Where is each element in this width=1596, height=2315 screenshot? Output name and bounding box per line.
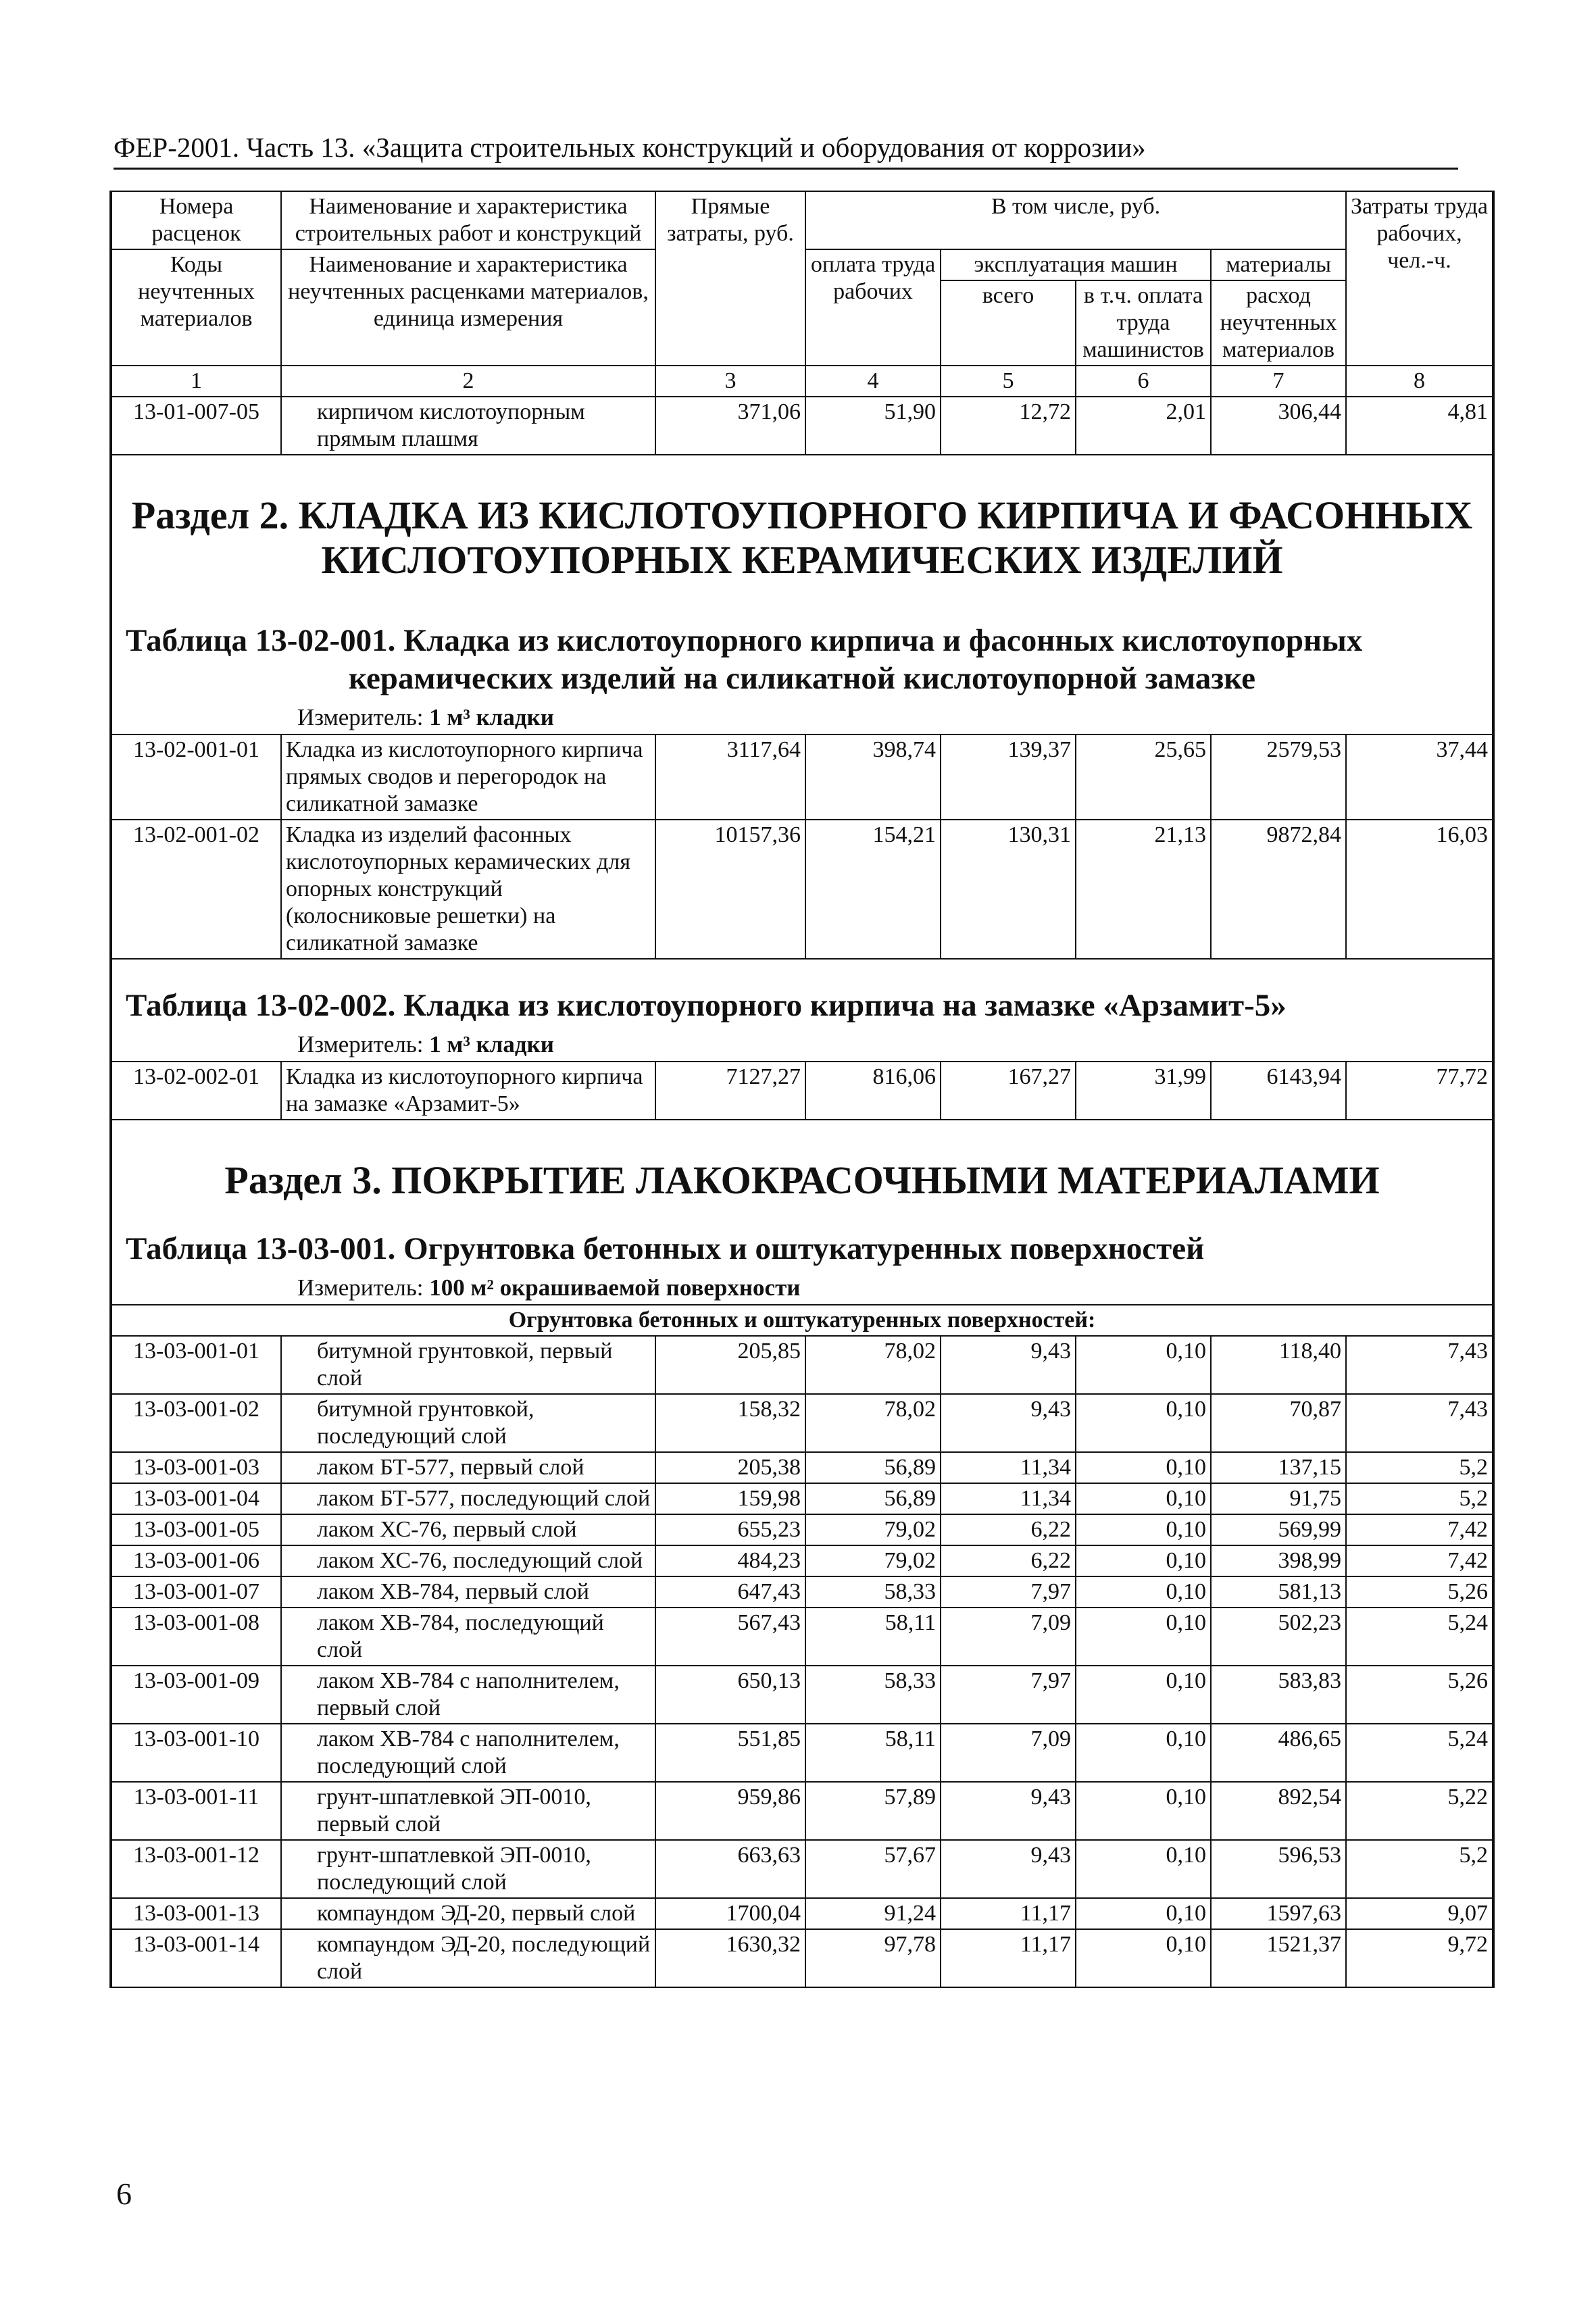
cell-mach-total: 6,22 [941, 1545, 1076, 1576]
row-name: лаком ХВ-784 с наполнителем, последующий слой [281, 1724, 655, 1782]
cell-direct: 10157,36 [655, 820, 805, 959]
cell-wages: 56,89 [805, 1452, 941, 1483]
column-number: 8 [1346, 366, 1492, 397]
cell-mach-wages: 0,10 [1076, 1483, 1211, 1514]
table-13-02-002 [112, 1061, 1492, 1120]
cell-mach-total: 167,27 [941, 1062, 1076, 1120]
table-row [112, 1336, 1492, 1394]
table-row [112, 1514, 1492, 1545]
table-row [112, 1394, 1492, 1452]
row-code: 13-03-001-13 [112, 1898, 281, 1929]
cell-mach-total: 130,31 [941, 820, 1076, 959]
row-code: 13-03-001-01 [112, 1336, 281, 1394]
header-materials: материалы [1211, 249, 1346, 280]
cell-labor: 4,81 [1346, 397, 1492, 455]
row-name: грунт-шпатлевкой ЭП-0010, последующий слой [281, 1840, 655, 1898]
cell-direct: 663,63 [655, 1840, 805, 1898]
cell-mach-wages: 0,10 [1076, 1724, 1211, 1782]
row-name: грунт-шпатлевкой ЭП-0010, первый слой [281, 1782, 655, 1840]
header-mach-wages: в т.ч. оплата труда машинистов [1076, 280, 1211, 366]
cell-direct: 371,06 [655, 397, 805, 455]
header-direct: Прямые затраты, руб. [655, 191, 805, 366]
header-mat-unacc: расход неучтенных материалов [1211, 280, 1346, 366]
cell-mach-wages: 0,10 [1076, 1514, 1211, 1545]
cell-labor: 37,44 [1346, 735, 1492, 820]
cell-materials: 9872,84 [1211, 820, 1346, 959]
cell-labor: 77,72 [1346, 1062, 1492, 1120]
measure-label: Измеритель: [297, 1274, 424, 1301]
cell-direct: 484,23 [655, 1545, 805, 1576]
cell-mach-total: 11,34 [941, 1452, 1076, 1483]
row-name: битумной грунтовкой, первый слой [281, 1336, 655, 1394]
header-mach-total: всего [941, 280, 1076, 366]
cell-labor: 5,24 [1346, 1608, 1492, 1666]
cell-labor: 5,26 [1346, 1576, 1492, 1608]
measure-value: 1 м³ кладки [429, 1031, 554, 1057]
cell-labor: 7,42 [1346, 1514, 1492, 1545]
header-labor: Затраты труда рабочих, чел.-ч. [1346, 191, 1492, 366]
row-code: 13-03-001-09 [112, 1666, 281, 1724]
column-number: 6 [1076, 366, 1211, 397]
cell-materials: 70,87 [1211, 1394, 1346, 1452]
cell-materials: 1597,63 [1211, 1898, 1346, 1929]
measure-unit [112, 703, 1492, 734]
cell-mach-total: 11,17 [941, 1898, 1076, 1929]
table-title-line-1: Таблица 13-02-001. Кладка из кислотоупорного кирпича и фасонных кислотоупорных [126, 623, 1363, 658]
row-code: 13-02-001-01 [112, 735, 281, 820]
cell-wages: 816,06 [805, 1062, 941, 1120]
cell-labor: 7,43 [1346, 1394, 1492, 1452]
row-code: 13-03-001-14 [112, 1929, 281, 1987]
measure-value: 100 м² окрашиваемой поверхности [429, 1274, 801, 1301]
row-name: битумной грунтовкой, последующий слой [281, 1394, 655, 1452]
cell-wages: 58,33 [805, 1576, 941, 1608]
cell-mach-total: 7,09 [941, 1724, 1076, 1782]
cell-mach-total: 9,43 [941, 1782, 1076, 1840]
cell-mach-total: 9,43 [941, 1840, 1076, 1898]
cell-labor: 7,42 [1346, 1545, 1492, 1576]
cell-mach-wages: 0,10 [1076, 1336, 1211, 1394]
row-code: 13-03-001-11 [112, 1782, 281, 1840]
cell-wages: 154,21 [805, 820, 941, 959]
cell-materials: 1521,37 [1211, 1929, 1346, 1987]
table-subheader: Огрунтовка бетонных и оштукатуренных поверхностей: [112, 1305, 1492, 1336]
table-13-02-001 [112, 734, 1492, 960]
cell-direct: 7127,27 [655, 1062, 805, 1120]
cell-materials: 2579,53 [1211, 735, 1346, 820]
cell-mach-wages: 0,10 [1076, 1840, 1211, 1898]
cell-mach-total: 12,72 [941, 397, 1076, 455]
cell-mach-wages: 0,10 [1076, 1898, 1211, 1929]
header-wages: оплата труда рабочих [805, 249, 941, 366]
row-name: компаундом ЭД-20, первый слой [281, 1898, 655, 1929]
section-3-title: Раздел 3. ПОКРЫТИЕ ЛАКОКРАСОЧНЫМИ МАТЕРИАЛАМИ [224, 1158, 1380, 1202]
cell-materials: 892,54 [1211, 1782, 1346, 1840]
row-name: лаком БТ-577, последующий слой [281, 1483, 655, 1514]
cell-mach-wages: 21,13 [1076, 820, 1211, 959]
row-code: 13-01-007-05 [112, 397, 281, 455]
header-code-bottom: Коды неучтенных материалов [112, 249, 281, 366]
column-number: 1 [112, 366, 281, 397]
header-code-top: Номера расценок [112, 191, 281, 249]
table-row [112, 1666, 1492, 1724]
cell-wages: 398,74 [805, 735, 941, 820]
cell-materials: 118,40 [1211, 1336, 1346, 1394]
cell-mach-total: 11,34 [941, 1483, 1076, 1514]
row-code: 13-03-001-02 [112, 1394, 281, 1452]
column-number: 5 [941, 366, 1076, 397]
cell-mach-total: 7,97 [941, 1576, 1076, 1608]
row-code: 13-03-001-08 [112, 1608, 281, 1666]
page-number: 6 [116, 2176, 132, 2211]
cell-direct: 158,32 [655, 1394, 805, 1452]
cell-wages: 57,89 [805, 1782, 941, 1840]
cell-labor: 5,26 [1346, 1666, 1492, 1724]
measure-label: Измеритель: [297, 1031, 424, 1057]
cell-direct: 551,85 [655, 1724, 805, 1782]
measure-unit [112, 1030, 1492, 1061]
cell-labor: 9,72 [1346, 1929, 1492, 1987]
table-row [112, 1545, 1492, 1576]
row-name: лаком ХВ-784, последующий слой [281, 1608, 655, 1666]
table-row [112, 1608, 1492, 1666]
row-name: лаком ХВ-784 с наполнителем, первый слой [281, 1666, 655, 1724]
column-number: 7 [1211, 366, 1346, 397]
cell-wages: 97,78 [805, 1929, 941, 1987]
table-row [112, 1452, 1492, 1483]
section-2-title: Раздел 2. КЛАДКА ИЗ КИСЛОТОУПОРНОГО КИРПИЧА И ФАСОННЫХ КИСЛОТОУПОРНЫХ КЕРАМИЧЕСКИХ ИЗДЕЛИЙ [131, 493, 1473, 582]
cell-mach-total: 11,17 [941, 1929, 1076, 1987]
measure-unit [112, 1273, 1492, 1304]
table-13-03-001 [112, 1304, 1492, 1988]
cell-direct: 205,85 [655, 1336, 805, 1394]
row-code: 13-03-001-12 [112, 1840, 281, 1898]
cell-materials: 596,53 [1211, 1840, 1346, 1898]
cell-labor: 5,2 [1346, 1452, 1492, 1483]
cell-mach-wages: 0,10 [1076, 1545, 1211, 1576]
cell-wages: 79,02 [805, 1514, 941, 1545]
cell-wages: 78,02 [805, 1394, 941, 1452]
cell-materials: 6143,94 [1211, 1062, 1346, 1120]
cell-materials: 569,99 [1211, 1514, 1346, 1545]
table-title-line-2: керамических изделий на силикатной кислотоупорной замазке [349, 661, 1255, 696]
cell-wages: 58,11 [805, 1724, 941, 1782]
cell-mach-total: 6,22 [941, 1514, 1076, 1545]
cell-mach-wages: 0,10 [1076, 1666, 1211, 1724]
table-row [112, 397, 1492, 455]
table-13-02-001-title [112, 609, 1492, 703]
cell-direct: 959,86 [655, 1782, 805, 1840]
row-name: компаундом ЭД-20, последующий слой [281, 1929, 655, 1987]
row-code: 13-02-002-01 [112, 1062, 281, 1120]
row-name: лаком ХС-76, первый слой [281, 1514, 655, 1545]
cell-materials: 581,13 [1211, 1576, 1346, 1608]
table-row [112, 1062, 1492, 1120]
cell-mach-wages: 0,10 [1076, 1608, 1211, 1666]
header-machines: эксплуатация машин [941, 249, 1211, 280]
cell-direct: 655,23 [655, 1514, 805, 1545]
cell-materials: 398,99 [1211, 1545, 1346, 1576]
cell-labor: 5,24 [1346, 1724, 1492, 1782]
row-name: Кладка из кислотоупорного кирпича прямых сводов и перегородок на силикатной замазке [281, 735, 655, 820]
row-name: лаком ХВ-784, первый слой [281, 1576, 655, 1608]
cell-wages: 56,89 [805, 1483, 941, 1514]
header-incl: В том числе, руб. [805, 191, 1346, 249]
cell-wages: 78,02 [805, 1336, 941, 1394]
cell-direct: 159,98 [655, 1483, 805, 1514]
row-name: Кладка из кислотоупорного кирпича на замазке «Арзамит-5» [281, 1062, 655, 1120]
cell-mach-wages: 0,10 [1076, 1452, 1211, 1483]
cell-wages: 57,67 [805, 1840, 941, 1898]
cell-materials: 137,15 [1211, 1452, 1346, 1483]
table-row [112, 1898, 1492, 1929]
table-body [112, 1336, 1492, 1987]
cell-labor: 9,07 [1346, 1898, 1492, 1929]
cell-mach-wages: 25,65 [1076, 735, 1211, 820]
row-code: 13-03-001-05 [112, 1514, 281, 1545]
cell-direct: 647,43 [655, 1576, 805, 1608]
table-row [112, 1576, 1492, 1608]
cell-mach-total: 9,43 [941, 1336, 1076, 1394]
row-code: 13-03-001-07 [112, 1576, 281, 1608]
cell-mach-wages: 0,10 [1076, 1394, 1211, 1452]
cell-wages: 79,02 [805, 1545, 941, 1576]
row-name: лаком ХС-76, последующий слой [281, 1545, 655, 1576]
table-row [112, 1782, 1492, 1840]
cell-mach-total: 7,09 [941, 1608, 1076, 1666]
cell-labor: 7,43 [1346, 1336, 1492, 1394]
measure-value: 1 м³ кладки [429, 704, 554, 730]
cell-wages: 91,24 [805, 1898, 941, 1929]
cell-direct: 1630,32 [655, 1929, 805, 1987]
row-code: 13-02-001-02 [112, 820, 281, 959]
column-number: 4 [805, 366, 941, 397]
table-row [112, 735, 1492, 820]
row-name: Кладка из изделий фасонных кислотоупорных керамических для опорных конструкций (колосниковые решетки) на силикатной замазке [281, 820, 655, 959]
cell-labor: 16,03 [1346, 820, 1492, 959]
document-body [109, 191, 1495, 1988]
cell-direct: 3117,64 [655, 735, 805, 820]
running-header: ФЕР-2001. Часть 13. «Защита строительных конструкций и оборудования от коррозии» [114, 130, 1458, 170]
cell-labor: 5,22 [1346, 1782, 1492, 1840]
cell-materials: 91,75 [1211, 1483, 1346, 1514]
row-code: 13-03-001-04 [112, 1483, 281, 1514]
cell-mach-total: 139,37 [941, 735, 1076, 820]
cell-labor: 5,2 [1346, 1483, 1492, 1514]
measure-label: Измеритель: [297, 704, 424, 730]
table-row [112, 1483, 1492, 1514]
cell-mach-wages: 0,10 [1076, 1782, 1211, 1840]
column-number: 3 [655, 366, 805, 397]
table-row [112, 1840, 1492, 1898]
cell-direct: 205,38 [655, 1452, 805, 1483]
header-name-bottom: Наименование и характеристика неучтенных расценками материалов, единица измерения [281, 249, 655, 366]
column-number: 2 [281, 366, 655, 397]
table-row [112, 1929, 1492, 1987]
row-name: лаком БТ-577, первый слой [281, 1452, 655, 1483]
cell-direct: 1700,04 [655, 1898, 805, 1929]
cell-wages: 51,90 [805, 397, 941, 455]
row-code: 13-03-001-10 [112, 1724, 281, 1782]
cell-materials: 502,23 [1211, 1608, 1346, 1666]
table-row [112, 1724, 1492, 1782]
row-code: 13-03-001-06 [112, 1545, 281, 1576]
cell-labor: 5,2 [1346, 1840, 1492, 1898]
row-name: кирпичом кислотоупорным прямым плашмя [281, 397, 655, 455]
cell-mach-total: 9,43 [941, 1394, 1076, 1452]
table-row [112, 820, 1492, 959]
cell-materials: 486,65 [1211, 1724, 1346, 1782]
cell-mach-wages: 0,10 [1076, 1576, 1211, 1608]
column-header-table [112, 191, 1492, 455]
cell-wages: 58,11 [805, 1608, 941, 1666]
cell-mach-wages: 2,01 [1076, 397, 1211, 455]
header-name-top: Наименование и характеристика строительных работ и конструкций [281, 191, 655, 249]
cell-direct: 567,43 [655, 1608, 805, 1666]
cell-materials: 306,44 [1211, 397, 1346, 455]
table-13-03-001-title: Таблица 13-03-001. Огрунтовка бетонных и оштукатуренных поверхностей [126, 1231, 1205, 1266]
cell-direct: 650,13 [655, 1666, 805, 1724]
table-13-02-002-title: Таблица 13-02-002. Кладка из кислотоупорного кирпича на замазке «Арзамит-5» [126, 988, 1287, 1023]
cell-materials: 583,83 [1211, 1666, 1346, 1724]
cell-wages: 58,33 [805, 1666, 941, 1724]
cell-mach-total: 7,97 [941, 1666, 1076, 1724]
cell-mach-wages: 0,10 [1076, 1929, 1211, 1987]
cell-mach-wages: 31,99 [1076, 1062, 1211, 1120]
row-code: 13-03-001-03 [112, 1452, 281, 1483]
